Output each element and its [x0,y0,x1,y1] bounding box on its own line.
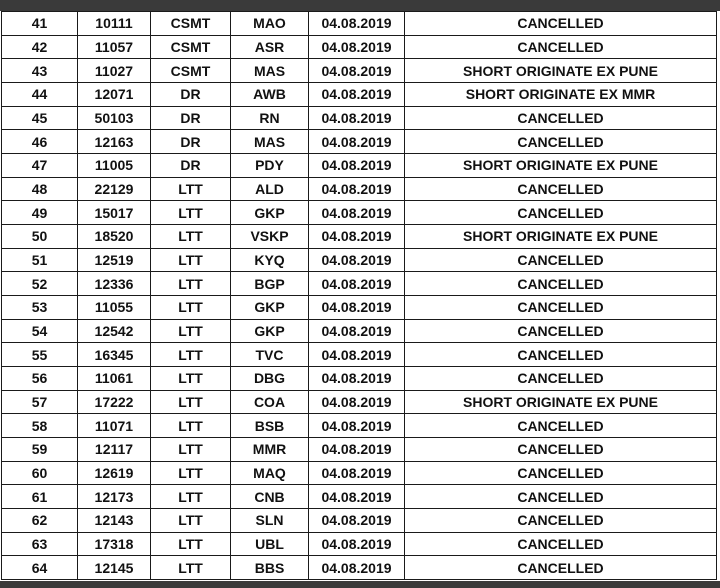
train-number-cell: 17318 [78,532,151,556]
serial-number-cell: 64 [2,556,78,580]
to-station-cell: DBG [231,367,309,391]
serial-number-cell: 47 [2,154,78,178]
table-row [2,438,717,462]
serial-number-cell: 54 [2,319,78,343]
status-cell: CANCELLED [405,272,717,296]
table-row [2,367,717,391]
top-frame-bar [0,0,720,11]
date-cell: 04.08.2019 [309,390,405,414]
from-station-cell: LTT [151,438,231,462]
date-cell: 04.08.2019 [309,201,405,225]
date-cell: 04.08.2019 [309,83,405,107]
serial-number-cell: 52 [2,272,78,296]
to-station-cell: TVC [231,343,309,367]
status-cell: CANCELLED [405,343,717,367]
from-station-cell: DR [151,106,231,130]
from-station-cell: DR [151,83,231,107]
train-number-cell: 12173 [78,485,151,509]
to-station-cell: MAQ [231,461,309,485]
to-station-cell: ALD [231,177,309,201]
train-number-cell: 11027 [78,59,151,83]
from-station-cell: LTT [151,319,231,343]
train-number-cell: 12163 [78,130,151,154]
from-station-cell: LTT [151,367,231,391]
serial-number-cell: 50 [2,225,78,249]
status-cell: CANCELLED [405,438,717,462]
status-cell: CANCELLED [405,35,717,59]
status-cell: CANCELLED [405,201,717,225]
table-row [2,225,717,249]
status-cell: SHORT ORIGINATE EX PUNE [405,225,717,249]
table-row [2,12,717,36]
date-cell: 04.08.2019 [309,12,405,36]
train-number-cell: 11005 [78,154,151,178]
table-row [2,556,717,580]
table-row [2,154,717,178]
from-station-cell: LTT [151,509,231,533]
train-number-cell: 12619 [78,461,151,485]
status-cell: CANCELLED [405,414,717,438]
from-station-cell: LTT [151,485,231,509]
from-station-cell: LTT [151,532,231,556]
serial-number-cell: 49 [2,201,78,225]
date-cell: 04.08.2019 [309,248,405,272]
serial-number-cell: 46 [2,130,78,154]
table-row [2,83,717,107]
to-station-cell: GKP [231,296,309,320]
serial-number-cell: 62 [2,509,78,533]
to-station-cell: MAO [231,12,309,36]
status-cell: CANCELLED [405,509,717,533]
date-cell: 04.08.2019 [309,225,405,249]
from-station-cell: LTT [151,248,231,272]
status-cell: CANCELLED [405,367,717,391]
table-row [2,272,717,296]
serial-number-cell: 41 [2,12,78,36]
train-number-cell: 18520 [78,225,151,249]
date-cell: 04.08.2019 [309,367,405,391]
table-row [2,201,717,225]
serial-number-cell: 43 [2,59,78,83]
document-page [0,11,720,581]
table-row [2,390,717,414]
status-cell: SHORT ORIGINATE EX PUNE [405,154,717,178]
to-station-cell: BBS [231,556,309,580]
train-number-cell: 12336 [78,272,151,296]
to-station-cell: MAS [231,59,309,83]
serial-number-cell: 45 [2,106,78,130]
train-number-cell: 11057 [78,35,151,59]
status-cell: SHORT ORIGINATE EX PUNE [405,390,717,414]
date-cell: 04.08.2019 [309,509,405,533]
table-row [2,177,717,201]
to-station-cell: COA [231,390,309,414]
table-row [2,461,717,485]
status-cell: CANCELLED [405,532,717,556]
to-station-cell: MMR [231,438,309,462]
to-station-cell: BSB [231,414,309,438]
status-cell: CANCELLED [405,556,717,580]
to-station-cell: VSKP [231,225,309,249]
bottom-frame-bar [0,581,720,588]
date-cell: 04.08.2019 [309,296,405,320]
status-cell: CANCELLED [405,296,717,320]
to-station-cell: MAS [231,130,309,154]
serial-number-cell: 53 [2,296,78,320]
train-number-cell: 11061 [78,367,151,391]
date-cell: 04.08.2019 [309,177,405,201]
from-station-cell: DR [151,154,231,178]
serial-number-cell: 48 [2,177,78,201]
serial-number-cell: 59 [2,438,78,462]
table-row [2,59,717,83]
serial-number-cell: 44 [2,83,78,107]
train-status-table-body [2,12,717,580]
date-cell: 04.08.2019 [309,485,405,509]
serial-number-cell: 42 [2,35,78,59]
date-cell: 04.08.2019 [309,59,405,83]
date-cell: 04.08.2019 [309,319,405,343]
train-number-cell: 12542 [78,319,151,343]
train-number-cell: 16345 [78,343,151,367]
table-row [2,248,717,272]
train-number-cell: 17222 [78,390,151,414]
from-station-cell: LTT [151,201,231,225]
train-number-cell: 11055 [78,296,151,320]
status-cell: CANCELLED [405,106,717,130]
train-number-cell: 12117 [78,438,151,462]
from-station-cell: LTT [151,461,231,485]
date-cell: 04.08.2019 [309,414,405,438]
to-station-cell: SLN [231,509,309,533]
status-cell: CANCELLED [405,485,717,509]
from-station-cell: LTT [151,414,231,438]
serial-number-cell: 55 [2,343,78,367]
from-station-cell: LTT [151,343,231,367]
to-station-cell: GKP [231,201,309,225]
to-station-cell: BGP [231,272,309,296]
date-cell: 04.08.2019 [309,343,405,367]
date-cell: 04.08.2019 [309,461,405,485]
status-cell: CANCELLED [405,248,717,272]
from-station-cell: CSMT [151,35,231,59]
table-row [2,485,717,509]
train-number-cell: 10111 [78,12,151,36]
to-station-cell: KYQ [231,248,309,272]
status-cell: CANCELLED [405,130,717,154]
from-station-cell: LTT [151,225,231,249]
to-station-cell: UBL [231,532,309,556]
status-cell: CANCELLED [405,177,717,201]
status-cell: SHORT ORIGINATE EX MMR [405,83,717,107]
serial-number-cell: 57 [2,390,78,414]
table-row [2,414,717,438]
date-cell: 04.08.2019 [309,130,405,154]
serial-number-cell: 61 [2,485,78,509]
train-number-cell: 12519 [78,248,151,272]
table-row [2,296,717,320]
date-cell: 04.08.2019 [309,272,405,296]
from-station-cell: LTT [151,296,231,320]
date-cell: 04.08.2019 [309,154,405,178]
serial-number-cell: 56 [2,367,78,391]
serial-number-cell: 60 [2,461,78,485]
table-row [2,35,717,59]
date-cell: 04.08.2019 [309,532,405,556]
to-station-cell: CNB [231,485,309,509]
train-number-cell: 12143 [78,509,151,533]
status-cell: CANCELLED [405,12,717,36]
from-station-cell: LTT [151,177,231,201]
table-row [2,319,717,343]
table-row [2,343,717,367]
from-station-cell: CSMT [151,59,231,83]
train-number-cell: 22129 [78,177,151,201]
from-station-cell: LTT [151,272,231,296]
to-station-cell: ASR [231,35,309,59]
train-number-cell: 15017 [78,201,151,225]
status-cell: CANCELLED [405,319,717,343]
table-row [2,106,717,130]
date-cell: 04.08.2019 [309,106,405,130]
status-cell: SHORT ORIGINATE EX PUNE [405,59,717,83]
to-station-cell: PDY [231,154,309,178]
serial-number-cell: 63 [2,532,78,556]
table-row [2,532,717,556]
from-station-cell: CSMT [151,12,231,36]
train-number-cell: 11071 [78,414,151,438]
from-station-cell: LTT [151,556,231,580]
table-row [2,509,717,533]
date-cell: 04.08.2019 [309,438,405,462]
train-number-cell: 50103 [78,106,151,130]
train-status-table [1,11,717,580]
to-station-cell: AWB [231,83,309,107]
from-station-cell: LTT [151,390,231,414]
status-cell: CANCELLED [405,461,717,485]
to-station-cell: RN [231,106,309,130]
to-station-cell: GKP [231,319,309,343]
date-cell: 04.08.2019 [309,35,405,59]
date-cell: 04.08.2019 [309,556,405,580]
train-number-cell: 12071 [78,83,151,107]
serial-number-cell: 58 [2,414,78,438]
table-row [2,130,717,154]
train-number-cell: 12145 [78,556,151,580]
from-station-cell: DR [151,130,231,154]
serial-number-cell: 51 [2,248,78,272]
